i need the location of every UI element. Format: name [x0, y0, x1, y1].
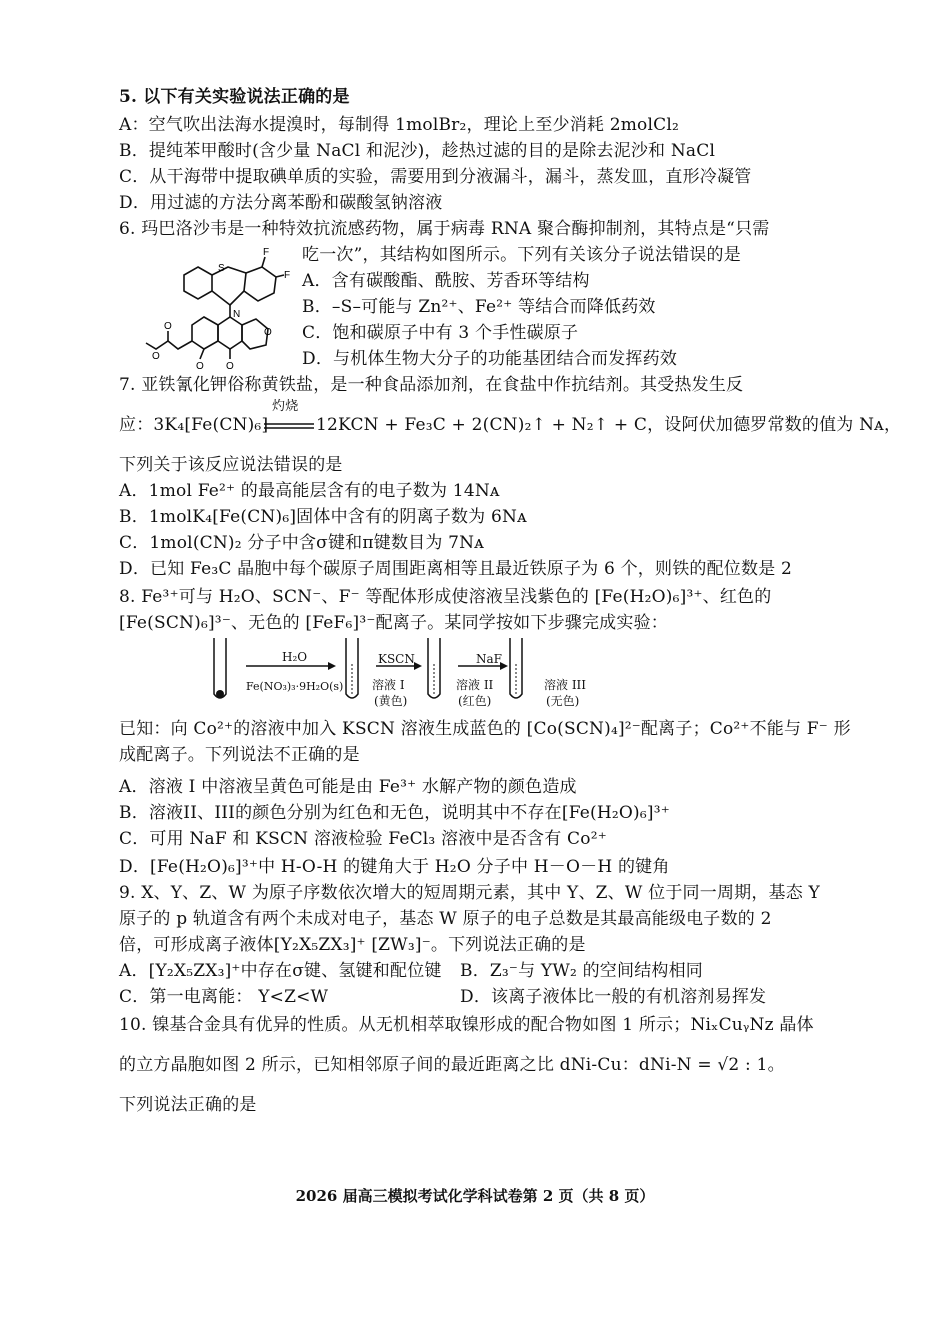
- atom-n-label: N: [233, 309, 241, 320]
- step2-reagent: KSCN: [378, 652, 415, 666]
- q7-stem-line1: 7. 亚铁氰化钾俗称黄铁盐，是一种食品添加剂，在食盐中作抗结剂。其受热发生反: [119, 375, 744, 395]
- q9-option-c: C．第一电离能： Y<Z<W: [119, 987, 329, 1007]
- q7-option-d: D．已知 Fe₃C 晶胞中每个碳原子周围距离相等且最近铁原子为 6 个，则铁的配位数是 2: [119, 559, 793, 579]
- atom-o4-label: O: [164, 321, 172, 332]
- q9-option-b: B．Z₃⁻与 YW₂ 的空间结构相同: [460, 961, 704, 981]
- q6-stem-line2: 吃一次”，其结构如图所示。下列有关该分子说法错误的是: [302, 245, 741, 265]
- q5-option-a: A：空气吹出法海水提溴时，每制得 1molBr₂，理论上至少消耗 2molCl₂: [119, 115, 679, 135]
- atom-f1-label: F: [263, 247, 270, 258]
- q7-equation-tail: 12KCN + Fe₃C + 2(CN)₂↑ + N₂↑ + C，设阿伏加德罗常数的值为 Nᴀ，: [316, 415, 902, 435]
- q8-option-a: A．溶液 I 中溶液呈黄色可能是由 Fe³⁺ 水解产物的颜色造成: [119, 777, 577, 797]
- q6-option-c: C．饱和碳原子中有 3 个手性碳原子: [302, 323, 579, 343]
- page-footer: 2026 届高三模拟考试化学科试卷第 2 页（共 8 页）: [295, 1187, 655, 1205]
- q7-option-c: C．1mol(CN)₂ 分子中含σ键和π键数目为 7Nᴀ: [119, 533, 485, 553]
- q9-stem-line3: 倍，可形成离子液体[Y₂X₅ZX₃]⁺ [ZW₃]⁻。下列说法正确的是: [119, 935, 586, 955]
- q7-stem-line3: 下列关于该反应说法错误的是: [119, 455, 343, 475]
- q8-known-line2: 成配离子。下列说法不正确的是: [119, 745, 360, 765]
- q6-stem-line1: 6. 玛巴洛沙韦是一种特效抗流感药物，属于病毒 RNA 聚合酶抑制剂，其特点是“只需: [119, 219, 770, 239]
- step3-reagent: NaF: [476, 652, 502, 666]
- step1-reagent: H₂O: [282, 650, 308, 664]
- q7-equation-lead: 应：3K₄[Fe(CN)₆]: [119, 415, 269, 435]
- atom-s-label: S: [218, 263, 225, 274]
- atom-o3-label: O: [264, 327, 272, 338]
- q7-option-a: A．1mol Fe²⁺ 的最高能层含有的电子数为 14Nᴀ: [119, 481, 500, 501]
- q7-equation-condition: 灼烧: [272, 399, 299, 414]
- atom-o1-label: O: [196, 361, 204, 372]
- q8-option-d: D．[Fe(H₂O)₆]³⁺中 H-O-H 的键角大于 H₂O 分子中 H－O－H 的键角: [119, 857, 670, 877]
- q8-option-c: C．可用 NaF 和 KSCN 溶液检验 FeCl₃ 溶液中是否含有 Co²⁺: [119, 829, 607, 849]
- q7-option-b: B．1molK₄[Fe(CN)₆]固体中含有的阴离子数为 6Nᴀ: [119, 507, 527, 527]
- solution-1-color: (黄色): [374, 694, 408, 708]
- q5-option-b: B．提纯苯甲酸时(含少量 NaCl 和泥沙)，趁热过滤的目的是除去泥沙和 NaCl: [119, 141, 716, 161]
- q9-option-a: A．[Y₂X₅ZX₃]⁺中存在σ键、氢键和配位键: [119, 961, 442, 981]
- q10-stem-line3: 下列说法正确的是: [119, 1095, 257, 1115]
- baloxavir-structure: [138, 245, 298, 375]
- q5-option-c: C．从干海带中提取碘单质的实验，需要用到分液漏斗，漏斗，蒸发皿，直形冷凝管: [119, 167, 752, 187]
- q8-stem-line2: [Fe(SCN)₆]³⁻、无色的 [FeF₆]³⁻配离子。某同学按如下步骤完成实验：: [119, 613, 668, 633]
- q6-option-b: B．–S–可能与 Zn²⁺、Fe²⁺ 等结合而降低药效: [302, 297, 656, 317]
- q9-option-d: D．该离子液体比一般的有机溶剂易挥发: [460, 987, 767, 1007]
- q8-known-line1: 已知：向 Co²⁺的溶液中加入 KSCN 溶液生成蓝色的 [Co(SCN)₄]²⁻配离子；Co²⁺不能与 F⁻ 形: [119, 719, 851, 739]
- atom-o2-label: O: [226, 361, 234, 372]
- q8-stem-line1: 8. Fe³⁺可与 H₂O、SCN⁻、F⁻ 等配体形成使溶液呈浅紫色的 [Fe(H₂O)₆]³⁺、红色的: [119, 587, 772, 607]
- solution-3-label: 溶液 III: [544, 678, 587, 692]
- solution-2-color: (红色): [458, 694, 492, 708]
- q5-stem: 5. 以下有关实验说法正确的是: [119, 87, 350, 107]
- solution-3-color: (无色): [546, 694, 580, 708]
- q6-option-a: A．含有碳酸酯、酰胺、芳香环等结构: [302, 271, 590, 291]
- q10-stem-line2: 的立方晶胞如图 2 所示，已知相邻原子间的最近距离之比 dNi-Cu：dNi-N = √2 : 1。: [119, 1055, 785, 1075]
- solution-2-label: 溶液 II: [456, 678, 494, 692]
- q10-stem-line1: 10. 镍基合金具有优异的性质。从无机相萃取镍形成的配合物如图 1 所示；NiₓCuᵧNz 晶体: [119, 1015, 814, 1035]
- step1-solid: Fe(NO₃)₃·9H₂O(s): [246, 680, 344, 693]
- q9-stem-line1: 9. X、Y、Z、W 为原子序数依次增大的短周期元素，其中 Y、Z、W 位于同一周期，基态 Y: [119, 883, 820, 903]
- atom-f2-label: F: [284, 270, 291, 281]
- solution-1-label: 溶液 I: [372, 678, 405, 692]
- equation-double-arrow: [264, 422, 314, 430]
- q6-option-d: D．与机体生物大分子的功能基团结合而发挥药效: [302, 349, 678, 369]
- atom-o5-label: O: [152, 351, 160, 362]
- q9-stem-line2: 原子的 p 轨道含有两个未成对电子，基态 W 原子的电子总数是其最高能级电子数的 2: [119, 909, 772, 929]
- q8-option-b: B．溶液II、III的颜色分别为红色和无色，说明其中不存在[Fe(H₂O)₆]³⁺: [119, 803, 670, 823]
- q5-option-d: D．用过滤的方法分离苯酚和碳酸氢钠溶液: [119, 193, 443, 213]
